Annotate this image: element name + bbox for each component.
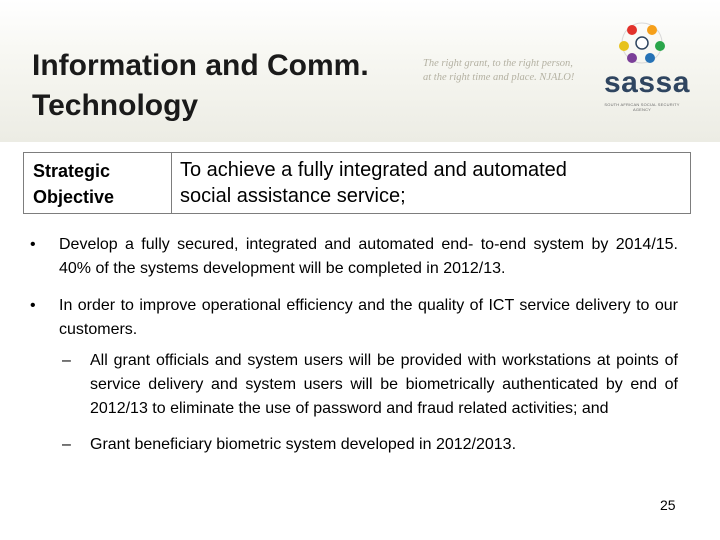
sub-bullet-item: [28, 349, 678, 421]
sub-bullet-text: Grant beneficiary biometric system developed in 2012/2013.: [90, 436, 517, 453]
objective-value: [172, 153, 690, 213]
slide-title-line-1: Information and Comm.: [32, 49, 369, 82]
sassa-logo: [604, 20, 690, 112]
logo-subtitle: SOUTH AFRICAN SOCIAL SECURITY AGENCY: [604, 102, 680, 112]
sub-bullet-marker: –: [62, 436, 71, 453]
objective-table: [23, 152, 691, 214]
objective-value-line-1: To achieve a fully integrated and automated: [180, 159, 567, 181]
slide-title: [32, 46, 452, 126]
emblem-figure: [627, 53, 637, 63]
emblem-figure: [655, 41, 665, 51]
emblem-figure: [645, 53, 655, 63]
bullet-marker: •: [30, 297, 36, 314]
bullet-item: [28, 294, 678, 342]
page-number: 25: [660, 497, 676, 513]
sub-bullet-text: All grant officials and system users will be provided with workstations at points of service delivery and system users will be biometrically authenticated by end of 2012/13 to eliminate the use of password and fraud related activities; and: [90, 352, 678, 417]
bullet-list: [28, 233, 678, 469]
emblem-figure: [647, 25, 657, 35]
bullet-text: In order to improve operational efficiency and the quality of ICT service delivery to our customers.: [59, 297, 678, 338]
bullet-text: Develop a fully secured, integrated and automated end- to-end system by 2014/15. 40% of the systems development will be completed in 2012/13.: [59, 236, 678, 277]
objective-label-line-1: Strategic: [33, 161, 111, 181]
people-emblem-icon: [604, 20, 680, 66]
tagline-watermark: [423, 57, 583, 85]
sub-bullet-item: [28, 433, 678, 457]
emblem-figure: [627, 25, 637, 35]
objective-label: [24, 153, 172, 213]
bullet-marker: •: [30, 236, 36, 253]
objective-label-line-2: Objective: [33, 187, 115, 207]
slide-title-line-2: Technology: [32, 89, 199, 122]
sub-bullet-marker: –: [62, 352, 71, 369]
objective-value-line-2: social assistance service;: [180, 185, 406, 207]
logo-wordmark: sassa: [604, 66, 690, 99]
bullet-item: [28, 233, 678, 281]
tagline-line-1: The right grant, to the right person,: [423, 58, 573, 69]
tagline-line-2: at the right time and place. NJALO!: [423, 72, 575, 83]
emblem-figure: [619, 41, 629, 51]
